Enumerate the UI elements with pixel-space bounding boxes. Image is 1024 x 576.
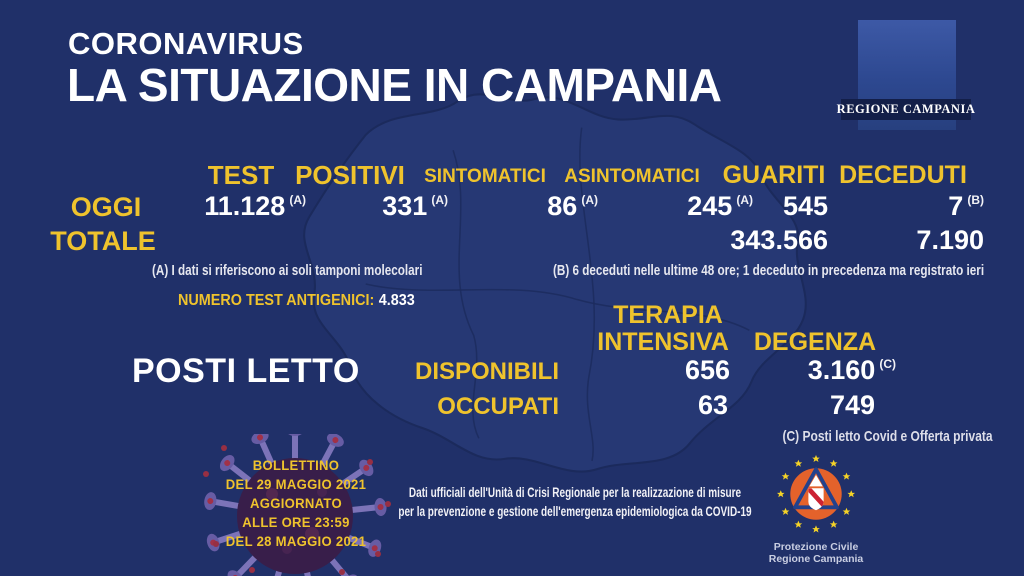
footnote-ref-c: (C) [879,357,896,371]
row-label-oggi: OGGI [70,192,142,222]
title-coronavirus: CORONAVIRUS [68,26,304,61]
footnote-ref-b: (B) [967,193,984,207]
beds-header-intensiva: INTENSIVA [597,328,729,356]
beds-degenza-occupati: 749 [829,390,875,420]
beds-header-terapia: TERAPIA [613,301,723,329]
footnote-a: (A) I dati si riferiscono ai soli tamponi molecolari [152,262,423,279]
antigen-tests-value: 4.833 [378,292,415,309]
footnote-ref-a: (A) [289,193,306,207]
pc-caption-line-1: Protezione Civile [773,541,859,553]
disclaimer-line-1: Dati ufficiali dell'Unità di Crisi Regionale per la realizzazione di misure [408,485,742,500]
disclaimer-line-2: per la prevenzione e gestione dell'emergenza epidemiologica da COVID-19 [398,504,752,519]
bulletin-line: ALLE ORE 23:59 [242,515,350,530]
column-header-guariti: GUARITI [722,161,826,189]
footnote-b: (B) 6 deceduti nelle ultime 48 ore; 1 deceduto in precedenza ma registrato ieri [553,262,985,279]
beds-degenza-disponibili: 3.160 $^{(C)}$ [807,355,896,385]
value-positivi-oggi: 331 $^{(A)}$ [382,191,448,221]
footnote-ref-a: (A) [431,193,448,207]
regione-campania-label [836,99,976,120]
value-test-oggi: 11.128 $^{(A)}$ [204,191,306,221]
beds-row-label-disponibili: DISPONIBILI [414,358,559,385]
title-situazione: LA SITUAZIONE IN CAMPANIA [67,59,722,111]
footnote-ref-a: (A) [581,193,598,207]
bulletin-line: DEL 28 MAGGIO 2021 [225,534,367,549]
column-header-asintomatici: ASINTOMATICI [564,166,700,187]
value-guariti-oggi: 545 [782,191,828,221]
row-label-totale: TOTALE [50,226,156,256]
pc-caption-line-2: Regione Campania [768,553,864,565]
beds-header-degenza: DEGENZA [753,328,877,356]
antigen-tests-label: NUMERO TEST ANTIGENICI: [178,292,375,309]
regione-campania-caption: REGIONE CAMPANIA [836,102,976,116]
footnote-ref-a: (A) [736,193,753,207]
value-deceduti-oggi: 7 $^{(B)}$ [948,191,984,221]
value-deceduti-totale: 7.190 [916,225,984,255]
column-header-positivi: POSITIVI [295,160,405,190]
campania-map-silhouette [268,88,844,480]
value-sintomatici-oggi: 86 $^{(A)}$ [547,191,598,221]
beds-section-title: POSTI LETTO [132,352,360,390]
value-asintomatici-oggi: 245 $^{(A)}$ [687,191,753,221]
beds-intensive-disponibili: 656 [684,355,730,385]
bulletin-line: BOLLETTINO [252,458,340,473]
beds-intensive-occupati: 63 [697,390,728,420]
antigen-tests-line [178,292,415,310]
footnote-c: (C) Posti letto Covid e Offerta privata [782,428,993,445]
protezione-civile-emblem-icon [774,454,858,534]
bulletin-line: AGGIORNATO [250,496,342,511]
bulletin-line: DEL 29 MAGGIO 2021 [225,477,367,492]
bulletin-date-block [180,456,413,551]
column-header-deceduti: DECEDUTI [839,161,967,189]
protezione-civile-logo [760,454,872,565]
column-header-test: TEST [207,160,275,190]
column-header-sintomatici: SINTOMATICI [424,166,546,187]
value-guariti-totale: 343.566 [730,225,828,255]
official-data-disclaimer [394,483,757,521]
beds-row-label-occupati: OCCUPATI [437,393,559,420]
